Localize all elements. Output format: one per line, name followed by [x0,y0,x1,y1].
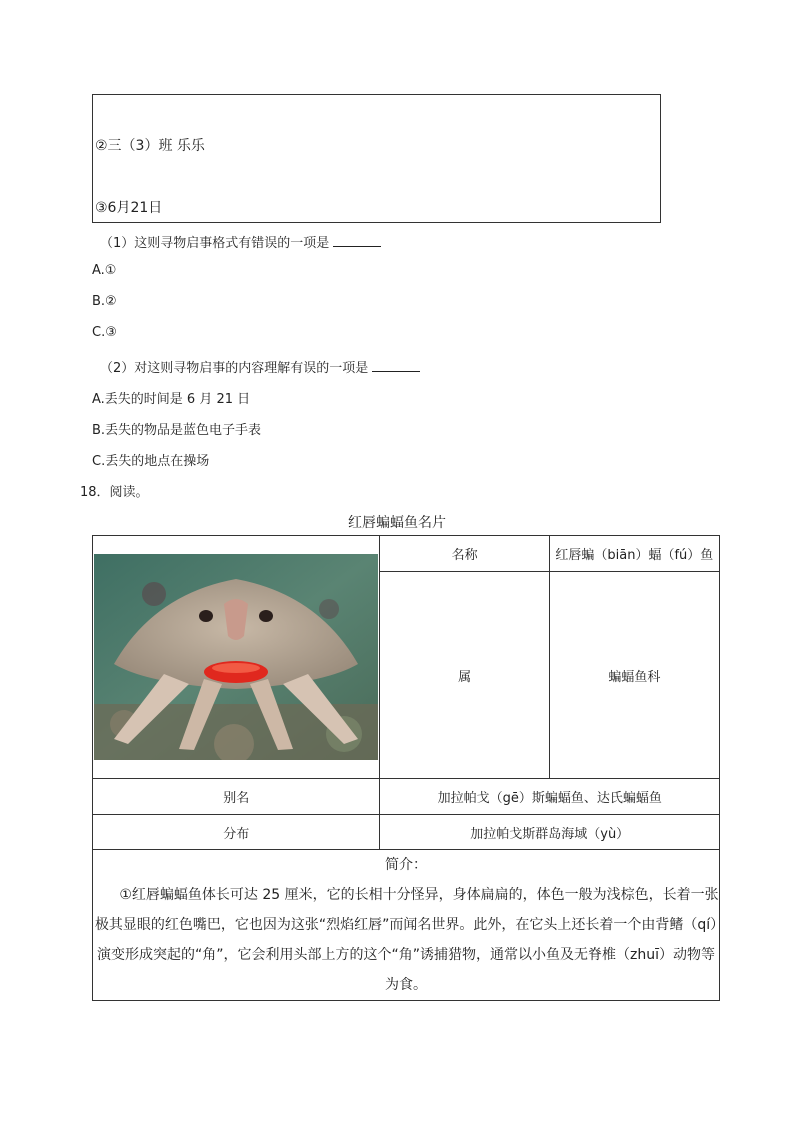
distribution-value-cell: 加拉帕戈斯群岛海域（yù） [380,815,720,850]
question-1-option-a: A.① [92,263,117,278]
alias-label-cell: 别名 [93,779,380,815]
introduction-label: 简介： [385,857,427,873]
distribution-label-cell: 分布 [93,815,380,850]
name-value-cell: 红唇蝙（biān）蝠（fú）鱼 [549,536,719,572]
genus-label-cell: 属 [380,572,549,779]
alias-value-cell: 加拉帕戈（gē）斯蝙蝠鱼、达氏蝙蝠鱼 [380,779,720,815]
introduction-paragraph: ①红唇蝙蝠鱼体长可达 25 厘米，它的长相十分怪异，身体扁扁的，体色一般为浅棕色，长着一张极其显眼的红色嘴巴，它也因为这张“烈焰红唇”而闻名世界。此外，在它头上还长着一个由背鳍（qí）演变形成突起的“角”，它会利用头部上方的这个“角”诱捕猎物，通常以小鱼及无脊椎（zhuī）动物等为食。 [94,887,719,993]
answer-blank [333,236,381,247]
question-1-stem: （1）这则寻物启事格式有错误的一项是 [100,232,381,251]
lost-item-notice-box [92,94,661,223]
introduction-cell [93,850,720,1001]
fish-info-card [92,535,720,1001]
question-2-option-b: B.丢失的物品是蓝色电子手表 [92,423,262,438]
notice-signature-line: ②三（3）班 乐乐 [95,138,205,154]
answer-blank [372,361,420,372]
card-title: 红唇蝙蝠鱼名片 [348,515,446,531]
question-1-option-c: C.③ [92,325,117,340]
name-label-cell: 名称 [380,536,549,572]
question-1-option-b: B.② [92,294,117,309]
question-2-option-c: C.丢失的地点在操场 [92,454,210,469]
red-lipped-batfish-photo [94,554,378,760]
question-2-option-a: A.丢失的时间是 6 月 21 日 [92,392,251,407]
question-18-label: 18．阅读。 [80,485,149,500]
question-2-stem: （2）对这则寻物启事的内容理解有误的一项是 [100,357,420,376]
photo-cell [93,536,380,779]
notice-date-line: ③6月21日 [95,200,163,216]
genus-value-cell: 蝙蝠鱼科 [549,572,719,779]
